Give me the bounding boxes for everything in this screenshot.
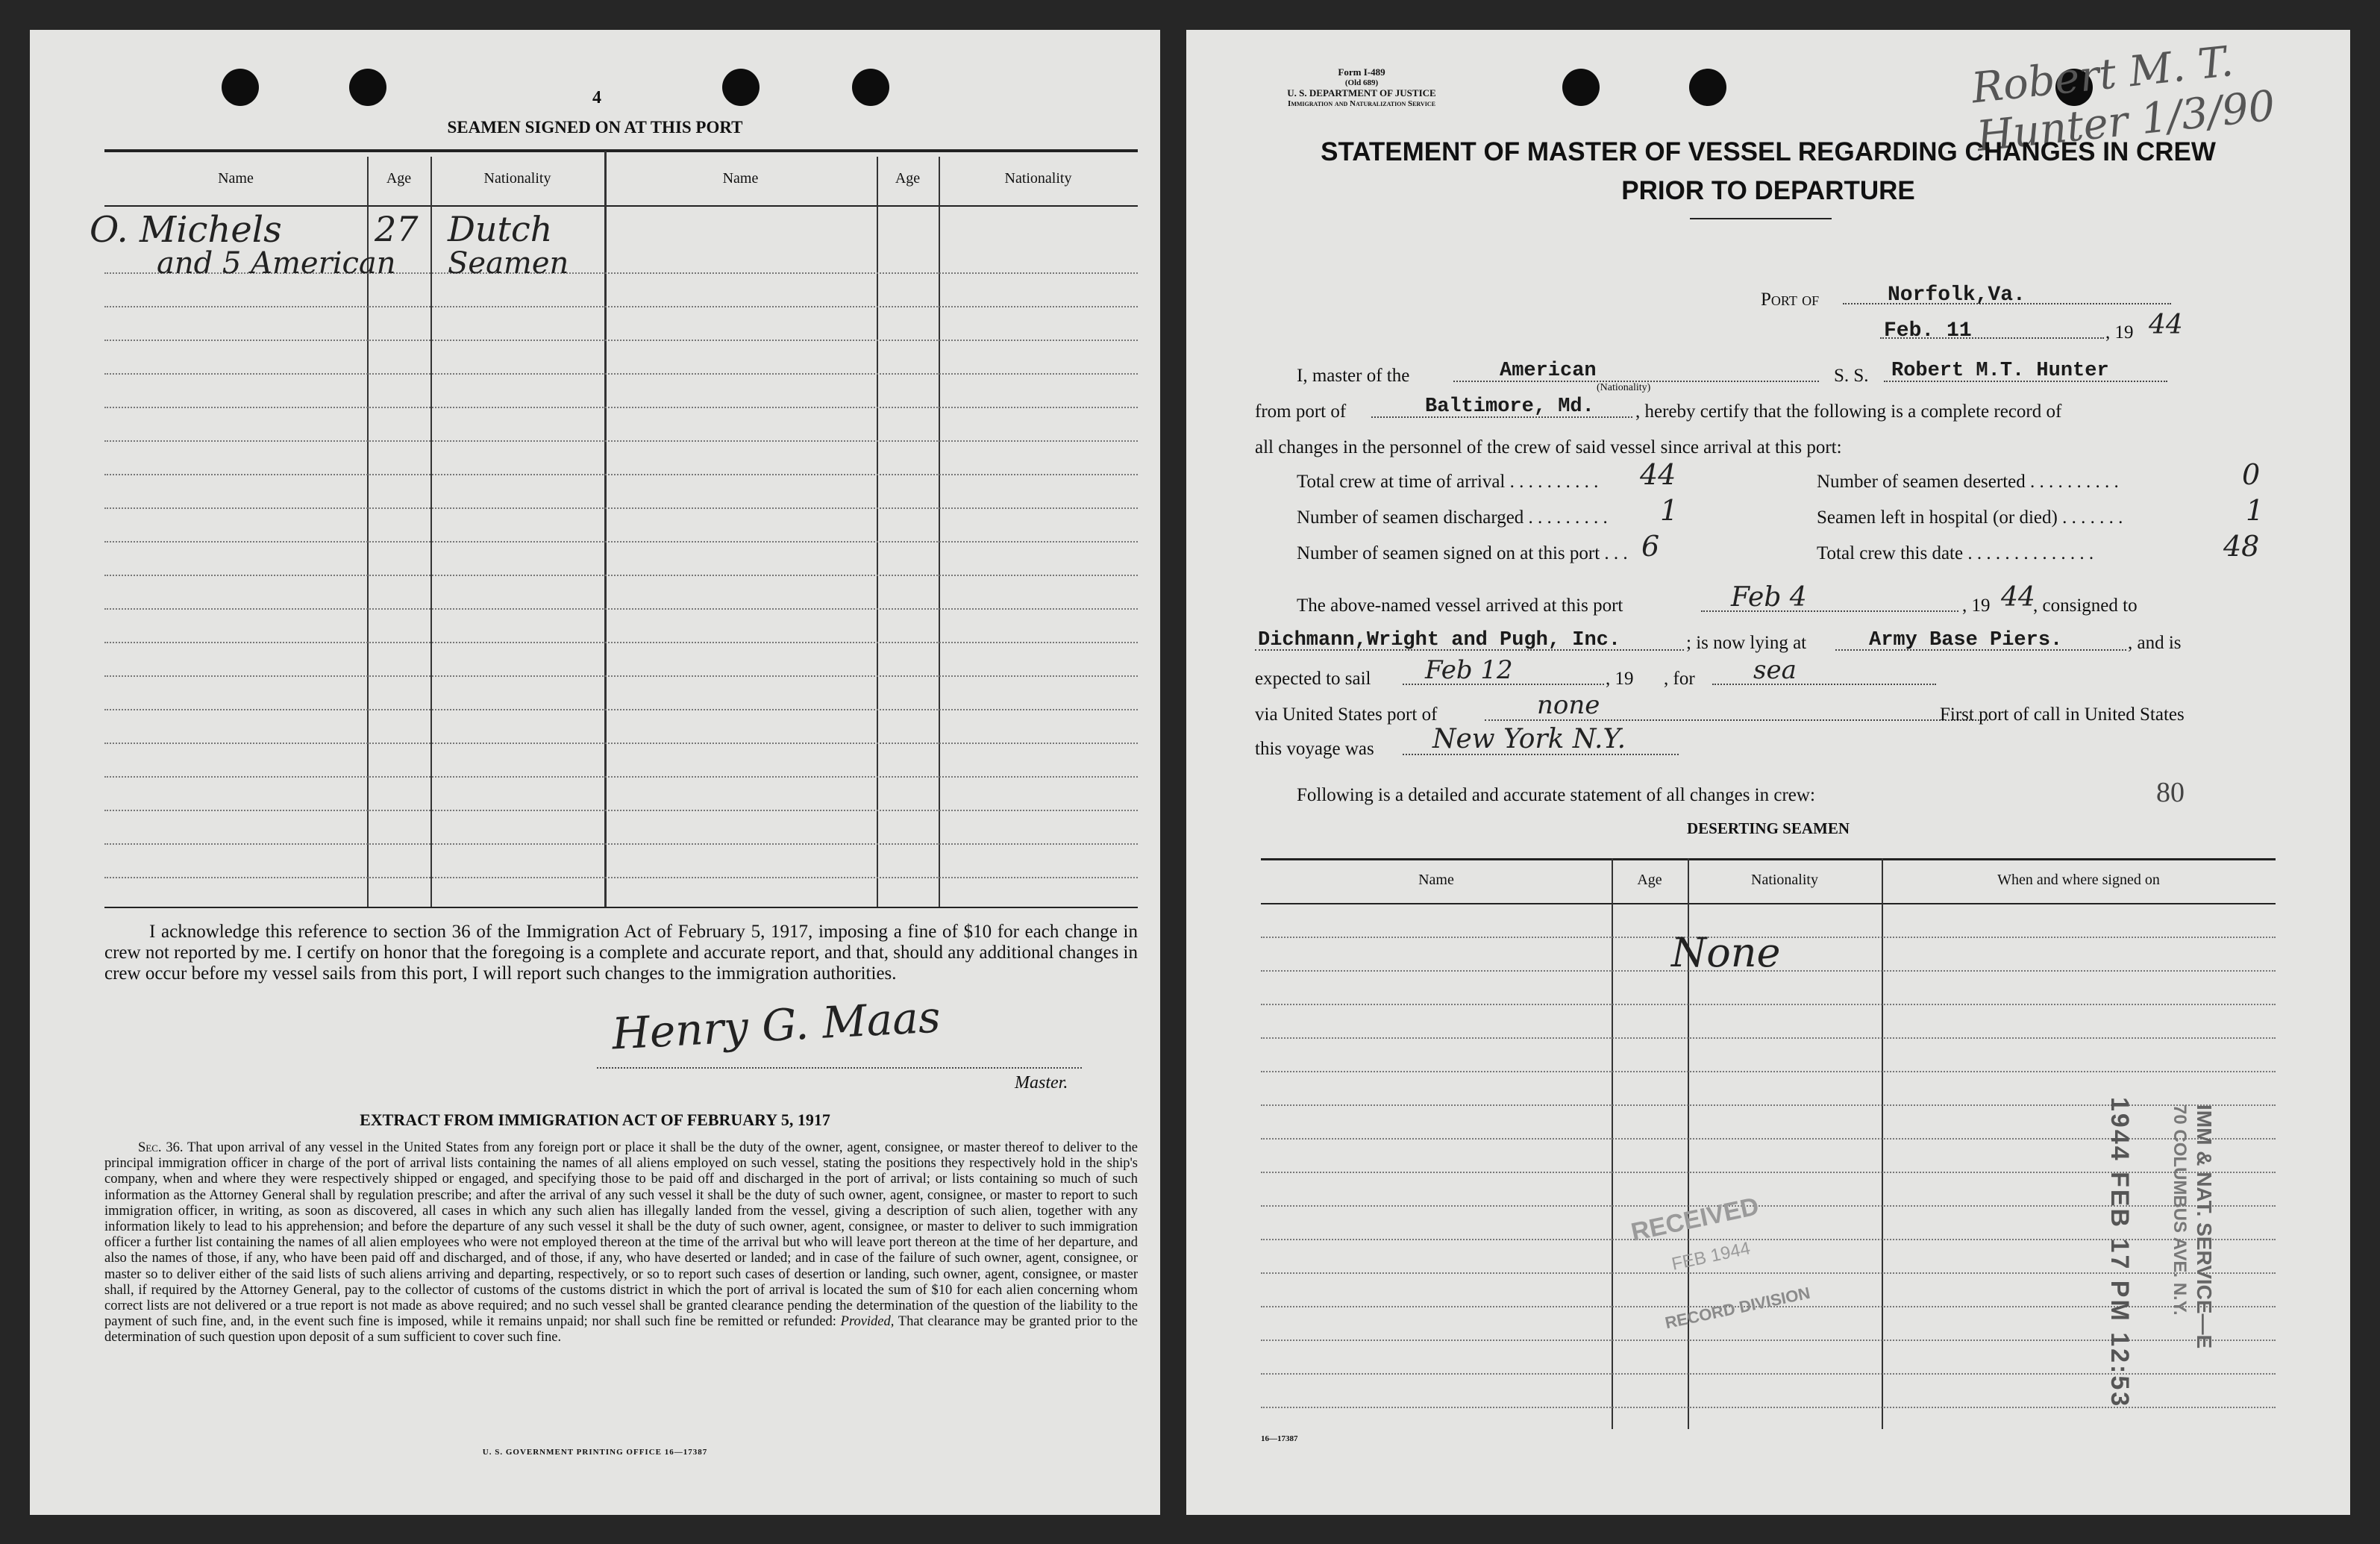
from-port-label: from port of (1255, 401, 1347, 422)
lying-label: ; is now lying at (1686, 633, 1807, 653)
nationality-caption: (Nationality) (1597, 382, 1651, 393)
row-line (104, 608, 1138, 610)
discharged-label: Number of seamen discharged . . . . . . . . . (1297, 507, 1608, 528)
port-value: Norfolk,Va. (1888, 284, 2026, 307)
voyage-label: this voyage was (1255, 739, 1374, 759)
table-bottom-rule (104, 907, 1138, 908)
handwritten-annotation: Robert M. T. Hunter 1/3/90 (1969, 37, 2278, 162)
table-header-rule (104, 205, 1138, 207)
via-value: none (1537, 690, 1600, 720)
punch-hole (349, 69, 386, 106)
deserting-title: DESERTING SEAMEN (1686, 819, 1850, 837)
title-underline (1690, 218, 1832, 219)
crew-name-cell: and 5 American (157, 246, 396, 281)
signature-line (597, 1067, 1082, 1069)
sail-label: expected to sail (1255, 669, 1371, 689)
row-line (104, 306, 1138, 307)
arrived-year: , 19 (1962, 596, 1991, 616)
right-page (1186, 30, 2350, 1515)
row-line (104, 843, 1138, 845)
sail-value: Feb 12 (1425, 655, 1513, 685)
arrived-label: The above-named vessel arrived at this port (1297, 596, 1623, 616)
row-line (104, 407, 1138, 408)
consignee-value: Dichmann,Wright and Pugh, Inc. (1258, 629, 1621, 651)
ss-label: S. S. (1834, 366, 1869, 386)
punch-hole (1562, 69, 1600, 106)
column-divider (939, 157, 940, 907)
table-header-rule (1261, 903, 2276, 904)
total-crew-date-value: 48 (2223, 530, 2260, 563)
column-divider (877, 157, 878, 907)
received-stamp: RECEIVED (1628, 1192, 1761, 1247)
crew-age-cell: 27 (375, 209, 419, 249)
via-label: via United States port of (1255, 704, 1438, 725)
punch-hole (222, 69, 259, 106)
total-crew-date-label: Total crew this date . . . . . . . . . . . . . . (1817, 543, 2094, 563)
section-36-text (104, 1140, 1138, 1346)
department-name: U. S. DEPARTMENT OF JUSTICE (1287, 87, 1436, 99)
row-line (104, 810, 1138, 811)
table-top-rule (1261, 858, 2276, 860)
row-line (104, 541, 1138, 543)
year-value: 44 (2149, 310, 2183, 340)
form-old-number: (Old 689) (1344, 78, 1379, 87)
and-is-label: , and is (2128, 633, 2182, 653)
none-entry: None (1671, 929, 1781, 976)
table-top-rule (104, 149, 1138, 152)
certify-text: , hereby certify that the following is a complete record of (1635, 401, 2062, 422)
row-line (104, 474, 1138, 475)
column-header-age: Age (1637, 872, 1662, 888)
total-crew-arrival-value: 44 (1640, 458, 1676, 491)
following-text: Following is a detailed and accurate statement of all changes in crew: (1297, 785, 1815, 805)
section-proviso: That clearance may be granted prior to the determination of such question upon deposit of a sum sufficient to cover such fine. (104, 1314, 1139, 1345)
master-signature: Henry G. Maas (610, 991, 942, 1060)
arrived-value: Feb 4 (1731, 582, 1807, 613)
column-header-name: Name (1418, 872, 1454, 888)
row-line (1261, 1037, 2276, 1039)
row-line (104, 507, 1138, 509)
section-label: Sec. 36. (138, 1140, 184, 1155)
hospital-value: 1 (2246, 494, 2264, 527)
row-line (1261, 1004, 2276, 1005)
row-line (104, 340, 1138, 341)
arrived-year-value: 44 (2001, 582, 2035, 613)
certify-text-2: all changes in the personnel of the crew of said vessel since arrival at this port: (1255, 437, 1842, 457)
voyage-value: New York N.Y. (1432, 724, 1626, 754)
row-line (104, 675, 1138, 677)
column-header-signed-on: When and where signed on (1997, 872, 2160, 888)
form-header (1261, 67, 1462, 109)
address-stamp: 70 COLUMBUS AVE. N.Y. (2170, 1104, 2190, 1316)
master-label: I, master of the (1297, 366, 1410, 386)
punch-hole (852, 69, 889, 106)
form-title (1186, 133, 2350, 210)
column-header-name: Name (218, 170, 254, 187)
deserted-label: Number of seamen deserted . . . . . . . . . . (1817, 472, 2119, 492)
crew-name-cell: O. Michels (90, 209, 282, 251)
acknowledgement-paragraph: I acknowledge this reference to section 36 of the Immigration Act of February 5, 1917, imposing a fine of $10 for each change in crew not reported by me. I certify on honor that the foregoing is a complete and accurate report, and that, should any additional changes in crew occur before my vessel sails from this port, I will report such changes to the immigration authorities. (104, 922, 1138, 984)
form-number: Form I-489 (1338, 66, 1385, 78)
deserted-value: 0 (2242, 458, 2261, 491)
signed-on-value: 6 (1641, 530, 1660, 563)
year-prefix: , 19 (2105, 322, 2134, 343)
printer-line: 16—17387 (1261, 1434, 1298, 1443)
office-stamp: IMM & NAT. SERVICE—E (2193, 1104, 2216, 1349)
discharged-value: 1 (1660, 494, 1679, 527)
port-label: Port of (1761, 290, 1820, 310)
row-line (104, 440, 1138, 442)
first-port-label: First port of call in United States (1940, 704, 2185, 725)
row-line (1261, 1071, 2276, 1072)
column-divider (604, 151, 607, 907)
side-number: 80 (2156, 777, 2185, 808)
column-header-nationality: Nationality (1004, 170, 1072, 187)
form-title-line2: PRIOR TO DEPARTURE (1621, 176, 1915, 205)
left-page-title: SEAMEN SIGNED ON AT THIS PORT (447, 118, 743, 137)
section-proviso-label: Provided, (840, 1314, 895, 1330)
row-line (104, 776, 1138, 778)
crew-nationality-cell: Dutch (448, 209, 553, 249)
from-port-value: Baltimore, Md. (1425, 396, 1594, 418)
left-page (30, 30, 1160, 1515)
for-field (1712, 661, 1936, 685)
column-divider (1612, 858, 1613, 1429)
row-line (104, 877, 1138, 878)
total-crew-arrival-label: Total crew at time of arrival . . . . . . . . . . (1297, 472, 1599, 492)
nationality-value: American (1500, 360, 1597, 382)
column-header-age: Age (895, 170, 921, 187)
hospital-label: Seamen left in hospital (or died) . . . . . . . (1817, 507, 2123, 528)
section-body: That upon arrival of any vessel in the United States from any foreign port or place it shall be the duty of the owner, agent, consignee, or master thereof to deliver to the principal immigration officer in charge of the port of arrival lists containing the names of all aliens employed on such vessel, stating the positions they respectively hold in the ship's company, when and where they were respectively shipped or engaged, and specifying those to be paid off and discharged in the port of arrival; or lists containing so much of such information as the Attorney General shall by regulation prescribe; and after the arrival of any such vessel it shall be the duty of such owner, agent, consignee, or master to report to such immigration officer, in writing, as soon as discovered, all cases in which any such alien has illegally landed from the vessel, giving a description of such alien, together with any information likely to lead to his apprehension; and before the departure of any such vessel it shall be the duty of such owner, agent, consignee, or master to deliver to such immigration officer a further list containing the names of all alien employees who were not employed thereon at the time of the arrival but who will leave port thereon at the time of her departure, and also the names of those, if any, who have been paid off and discharged, and of those, if any, who have deserted or landed; and in case of the failure of such owner, agent, consignee, or master so to deliver either of the said lists of such aliens arriving and departing, respectively, or so to report such cases of desertion or landing, such owner, agent, consignee, or master shall, if required by the Attorney General, pay to the collector of customs of the customs district in which the port of arrival is located the sum of $10 for each alien concerning whom correct lists are not delivered or a true report is not made as above required; and no such vessel shall be granted clearance pending the determination of the question of the liability to the payment of such fine, and, in the event such fine is imposed, while it remains unpaid; nor shall such fine be remitted or refunded: (104, 1140, 1139, 1330)
column-header-nationality: Nationality (1751, 872, 1818, 888)
column-divider (430, 157, 432, 907)
row-line (104, 743, 1138, 744)
row-line (104, 373, 1138, 375)
column-divider (1882, 858, 1883, 1429)
date-value: Feb. 11 (1884, 319, 1972, 343)
punch-hole (1689, 69, 1726, 106)
page-number: 4 (592, 88, 601, 107)
row-line (104, 709, 1138, 710)
service-name: Immigration and Naturalization Service (1288, 99, 1435, 108)
column-header-nationality: Nationality (483, 170, 551, 187)
received-date-stamp: 1944 FEB 17 PM 12:53 (2105, 1097, 2134, 1409)
signature-role: Master. (1015, 1073, 1068, 1093)
form-title-line1: STATEMENT OF MASTER OF VESSEL REGARDING CHANGES IN CREW (1321, 137, 2216, 166)
record-division-stamp: RECORD DIVISION (1663, 1283, 1812, 1333)
for-label: , for (1664, 669, 1695, 689)
crew-nationality-cell: Seamen (448, 246, 569, 281)
row-line (104, 575, 1138, 576)
row-line (104, 642, 1138, 643)
received-stamp-date: FEB 1944 (1670, 1238, 1753, 1275)
column-header-age: Age (386, 170, 412, 187)
consigned-label: , consigned to (2033, 596, 2138, 616)
sail-year: , 19 (1606, 669, 1634, 689)
signed-on-label: Number of seamen signed on at this port . . . (1297, 543, 1628, 563)
printer-line: U. S. GOVERNMENT PRINTING OFFICE 16—17387 (482, 1448, 708, 1457)
punch-hole (722, 69, 760, 106)
lying-value: Army Base Piers. (1869, 629, 2063, 651)
ship-value: Robert M.T. Hunter (1891, 360, 2109, 382)
column-header-name: Name (722, 170, 759, 187)
extract-title: EXTRACT FROM IMMIGRATION ACT OF FEBRUARY 5, 1917 (360, 1110, 830, 1129)
for-value: sea (1753, 655, 1797, 685)
